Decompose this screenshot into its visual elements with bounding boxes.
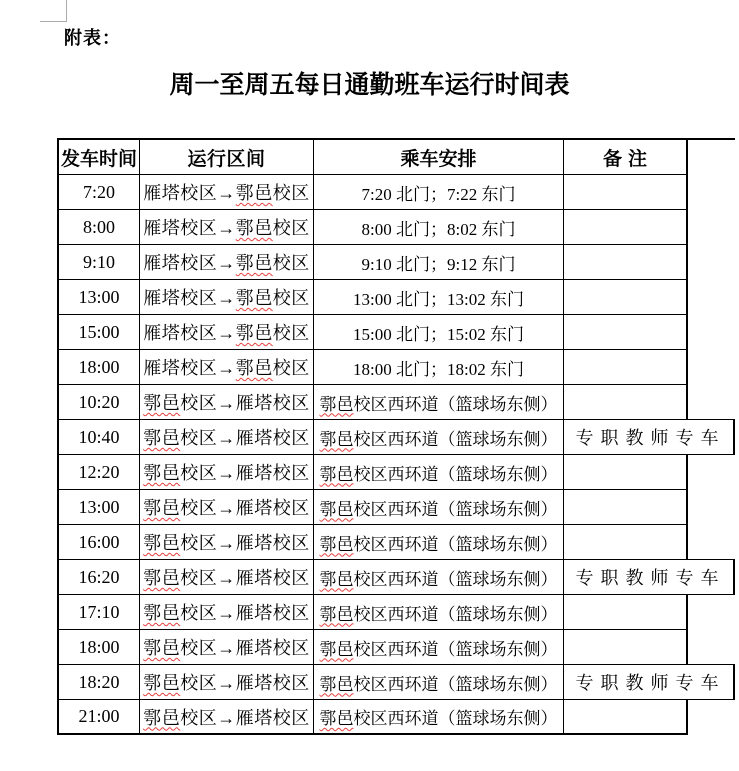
cell-arrangement: 13:00 北门；13:02 东门 (314, 280, 564, 315)
header-cell-arrangement: 乘车安排 (314, 140, 564, 175)
cell-arrangement: 鄠邑 校区西环道（篮球场东侧） (314, 665, 564, 700)
cell-note: 专职教师专车 (564, 664, 735, 700)
misspelling-squiggle: 鄠邑 (143, 638, 181, 658)
misspelling-squiggle: 鄠邑 (319, 394, 354, 414)
misspelling-squiggle: 鄠邑 (319, 709, 354, 728)
misspelling-squiggle: 鄠邑 (235, 183, 273, 203)
misspelling-squiggle: 鄠邑 (319, 604, 354, 624)
header-cell-route: 运行区间 (140, 140, 314, 175)
cell-route: 鄠邑 校区→雁塔校区 (140, 630, 314, 665)
cell-route: 鄠邑 校区→雁塔校区 (140, 525, 314, 560)
misspelling-squiggle: 鄠邑 (143, 393, 181, 413)
cell-arrangement: 鄠邑 校区西环道（篮球场东侧） (314, 455, 564, 490)
cell-note: 专职教师专车 (564, 419, 735, 455)
cell-departure-time: 21:00 (59, 700, 140, 735)
cell-arrangement: 鄠邑 校区西环道（篮球场东侧） (314, 525, 564, 560)
cell-route: 鄠邑 校区→雁塔校区 (140, 420, 314, 455)
cell-note (564, 245, 688, 280)
cell-arrangement: 9:10 北门；9:12 东门 (314, 245, 564, 280)
cell-departure-time: 17:10 (59, 595, 140, 630)
cell-arrangement: 鄠邑 校区西环道（篮球场东侧） (314, 630, 564, 665)
misspelling-squiggle: 鄠邑 (143, 498, 181, 518)
cell-route: 鄠邑 校区→雁塔校区 (140, 385, 314, 420)
cell-departure-time: 7:20 (59, 175, 140, 210)
cell-departure-time: 18:00 (59, 630, 140, 665)
cell-note (564, 385, 688, 420)
table-row (59, 315, 735, 350)
margin-corner-mark-vertical (66, 0, 67, 22)
cell-departure-time: 8:00 (59, 210, 140, 245)
cell-arrangement: 18:00 北门；18:02 东门 (314, 350, 564, 385)
cell-arrangement: 8:00 北门；8:02 东门 (314, 210, 564, 245)
misspelling-squiggle: 鄠邑 (235, 358, 273, 378)
cell-departure-time: 10:20 (59, 385, 140, 420)
misspelling-squiggle: 鄠邑 (319, 464, 354, 484)
table-row (59, 490, 735, 525)
cell-route: 雁塔校区→ 鄠邑 校区 (140, 175, 314, 210)
cell-route: 鄠邑 校区→雁塔校区 (140, 700, 314, 735)
cell-note (564, 630, 688, 665)
cell-note (564, 175, 688, 210)
cell-note (564, 700, 688, 735)
misspelling-squiggle: 鄠邑 (235, 323, 273, 343)
table-row (59, 630, 735, 665)
table-row (59, 280, 735, 315)
misspelling-squiggle: 鄠邑 (143, 428, 181, 448)
table-row (59, 455, 735, 490)
table-row (59, 700, 735, 735)
cell-arrangement: 15:00 北门；15:02 东门 (314, 315, 564, 350)
misspelling-squiggle: 鄠邑 (319, 429, 354, 449)
cell-departure-time: 13:00 (59, 490, 140, 525)
cell-departure-time: 18:00 (59, 350, 140, 385)
cell-arrangement: 鄠邑 校区西环道（篮球场东侧） (314, 490, 564, 525)
cell-arrangement: 鄠邑 校区西环道（篮球场东侧） (314, 560, 564, 595)
table-row (59, 350, 735, 385)
cell-note (564, 210, 688, 245)
cell-note (564, 595, 688, 630)
cell-departure-time: 12:20 (59, 455, 140, 490)
cell-route: 雁塔校区→ 鄠邑 校区 (140, 280, 314, 315)
table-row (59, 210, 735, 245)
misspelling-squiggle: 鄠邑 (143, 603, 181, 623)
misspelling-squiggle: 鄠邑 (143, 707, 181, 728)
cell-departure-time: 15:00 (59, 315, 140, 350)
misspelling-squiggle: 鄠邑 (319, 569, 354, 589)
cell-note (564, 315, 688, 350)
table-row (59, 560, 735, 595)
cell-note (564, 490, 688, 525)
cell-arrangement: 7:20 北门；7:22 东门 (314, 175, 564, 210)
cell-departure-time: 10:40 (59, 420, 140, 455)
misspelling-squiggle: 鄠邑 (235, 218, 273, 238)
cell-note: 专职教师专车 (564, 559, 735, 595)
table-row (59, 665, 735, 700)
table-row (59, 420, 735, 455)
timetable-header-row (59, 140, 735, 175)
cell-route: 鄠邑 校区→雁塔校区 (140, 560, 314, 595)
header-cell-departure-time: 发车时间 (59, 140, 140, 175)
cell-departure-time: 13:00 (59, 280, 140, 315)
cell-note (564, 525, 688, 560)
cell-note (564, 280, 688, 315)
cell-route: 鄠邑 校区→雁塔校区 (140, 665, 314, 700)
cell-arrangement: 鄠邑 校区西环道（篮球场东侧） (314, 420, 564, 455)
misspelling-squiggle: 鄠邑 (235, 253, 273, 273)
cell-route: 鄠邑 校区→雁塔校区 (140, 490, 314, 525)
table-row (59, 175, 735, 210)
table-row (59, 245, 735, 280)
header-cell-note: 备注 (564, 140, 688, 175)
cell-arrangement: 鄠邑 校区西环道（篮球场东侧） (314, 385, 564, 420)
cell-route: 鄠邑 校区→雁塔校区 (140, 595, 314, 630)
table-row (59, 525, 735, 560)
page-title: 周一至周五每日通勤班车运行时间表 (169, 72, 570, 99)
misspelling-squiggle: 鄠邑 (235, 288, 273, 308)
cell-route: 雁塔校区→ 鄠邑 校区 (140, 350, 314, 385)
cell-departure-time: 16:00 (59, 525, 140, 560)
misspelling-squiggle: 鄠邑 (143, 533, 181, 553)
cell-route: 雁塔校区→ 鄠邑 校区 (140, 315, 314, 350)
margin-corner-mark-horizontal (40, 21, 67, 22)
timetable-body (59, 175, 735, 735)
cell-route: 雁塔校区→ 鄠邑 校区 (140, 245, 314, 280)
cell-departure-time: 16:20 (59, 560, 140, 595)
cell-route: 雁塔校区→ 鄠邑 校区 (140, 210, 314, 245)
misspelling-squiggle: 鄠邑 (319, 534, 354, 554)
misspelling-squiggle: 鄠邑 (143, 673, 181, 693)
commute-timetable (57, 138, 735, 735)
table-row (59, 385, 735, 420)
misspelling-squiggle: 鄠邑 (319, 499, 354, 519)
cell-note (564, 350, 688, 385)
cell-departure-time: 18:20 (59, 665, 140, 700)
misspelling-squiggle: 鄠邑 (143, 568, 181, 588)
cell-arrangement: 鄠邑 校区西环道（篮球场东侧） (314, 700, 564, 735)
misspelling-squiggle: 鄠邑 (319, 674, 354, 694)
cell-route: 鄠邑 校区→雁塔校区 (140, 455, 314, 490)
misspelling-squiggle: 鄠邑 (143, 463, 181, 483)
cell-arrangement: 鄠邑 校区西环道（篮球场东侧） (314, 595, 564, 630)
appendix-label: 附表： (64, 28, 121, 48)
cell-note (564, 455, 688, 490)
table-row (59, 595, 735, 630)
misspelling-squiggle: 鄠邑 (319, 639, 354, 659)
cell-departure-time: 9:10 (59, 245, 140, 280)
